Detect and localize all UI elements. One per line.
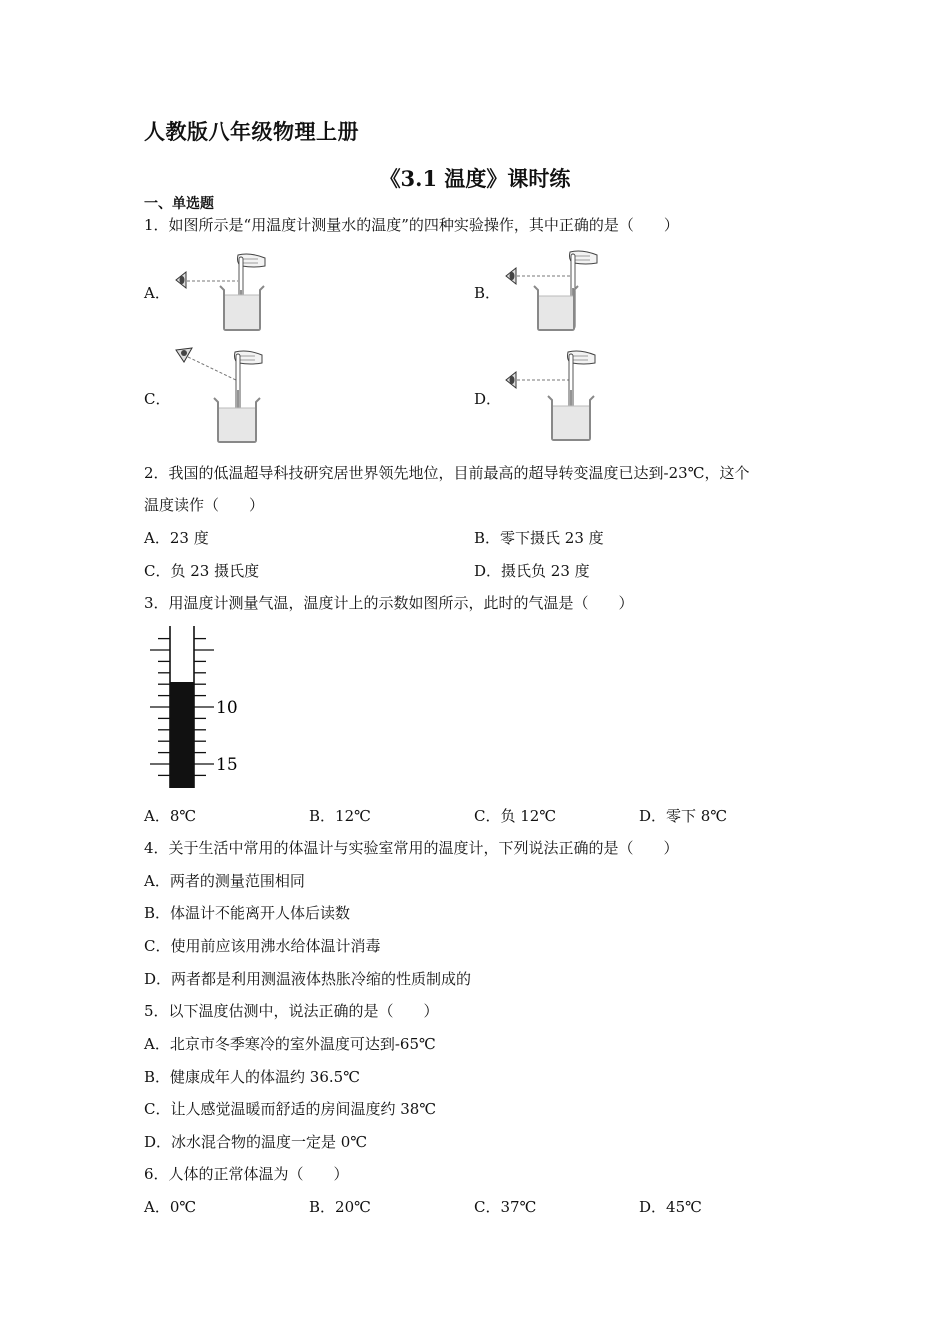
- q1-option-b-label: B．: [474, 284, 501, 302]
- q5-option-a: A．北京市冬季寒冷的室外温度可达到-65℃: [144, 1035, 436, 1053]
- q6-option-a: A．0℃: [144, 1198, 197, 1216]
- question-2-stem-line1: 2．我国的低温超导科技研究居世界领先地位，目前最高的超导转变温度已达到-23℃，这个: [144, 464, 750, 482]
- q4-option-c: C．使用前应该用沸水给体温计消毒: [144, 937, 381, 955]
- question-5-stem: 5．以下温度估测中，说法正确的是（ ）: [144, 1002, 439, 1020]
- thermometer-scale-figure: [144, 622, 254, 794]
- question-4-stem: 4．关于生活中常用的体温计与实验室常用的温度计，下列说法正确的是（ ）: [144, 839, 679, 857]
- q1-figure-c: [168, 342, 278, 446]
- scale-label-15: 15: [216, 755, 238, 775]
- eye-icon: [176, 348, 192, 362]
- question-2-stem-line2: 温度读作（ ）: [144, 496, 265, 514]
- q2-option-b: B．零下摄氏 23 度: [474, 529, 604, 547]
- section-label: 一、单选题: [144, 196, 214, 212]
- q2-option-d: D．摄氏负 23 度: [474, 562, 590, 580]
- q3-option-d: D．零下 8℃: [639, 807, 728, 825]
- q4-option-a: A．两者的测量范围相同: [144, 872, 305, 890]
- q1-option-c-label: C．: [144, 390, 171, 408]
- q5-option-b: B．健康成年人的体温约 36.5℃: [144, 1068, 360, 1086]
- q5-option-d: D．冰水混合物的温度一定是 0℃: [144, 1133, 368, 1151]
- question-6-stem: 6．人体的正常体温为（ ）: [144, 1165, 349, 1183]
- q6-option-c: C．37℃: [474, 1198, 537, 1216]
- q4-option-d: D．两者都是利用测温液体热胀冷缩的性质制成的: [144, 970, 472, 988]
- liquid-column: [170, 682, 194, 788]
- q3-option-b: B．12℃: [309, 807, 371, 825]
- q1-figure-d: [500, 346, 605, 444]
- q3-option-a: A．8℃: [144, 807, 197, 825]
- series-title: 人教版八年级物理上册: [144, 119, 359, 144]
- question-1-stem: 1．如图所示是“用温度计测量水的温度”的四种实验操作，其中正确的是（ ）: [144, 216, 679, 234]
- q5-option-c: C．让人感觉温暖而舒适的房间温度约 38℃: [144, 1100, 437, 1118]
- q1-option-d-label: D．: [474, 390, 502, 408]
- q3-option-c: C．负 12℃: [474, 807, 557, 825]
- q1-figure-a: [170, 250, 275, 332]
- q1-option-a-label: A．: [144, 284, 170, 302]
- q2-option-c: C．负 23 摄氏度: [144, 562, 260, 580]
- eye-icon: [506, 372, 516, 388]
- q2-option-a: A．23 度: [144, 529, 209, 547]
- q6-option-b: B．20℃: [309, 1198, 371, 1216]
- q6-option-d: D．45℃: [639, 1198, 702, 1216]
- question-3-stem: 3．用温度计测量气温，温度计上的示数如图所示，此时的气温是（ ）: [144, 594, 634, 612]
- eye-icon: [506, 268, 516, 284]
- q4-option-b: B．体温计不能离开人体后读数: [144, 904, 351, 922]
- q1-figure-b: [500, 248, 605, 332]
- thermometer-icon: [150, 626, 214, 788]
- lesson-title: 《3.1 温度》课时练: [379, 166, 571, 191]
- eye-icon: [176, 272, 186, 288]
- scale-label-10: 10: [216, 698, 238, 718]
